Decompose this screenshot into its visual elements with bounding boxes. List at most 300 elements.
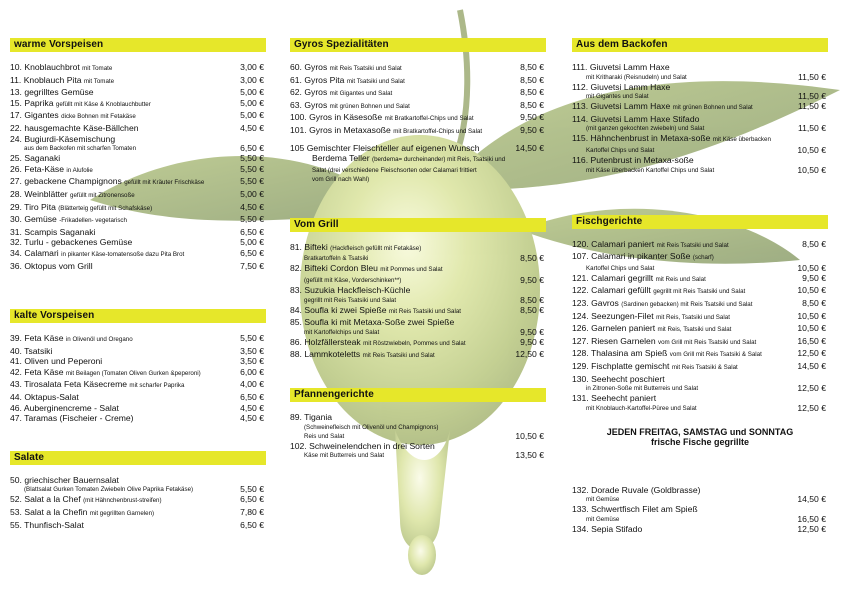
item-price: 8,50 € — [520, 74, 544, 85]
list-item — [572, 239, 828, 252]
list-item — [10, 110, 266, 123]
list-item — [572, 133, 828, 146]
list-item — [290, 143, 546, 154]
list-item — [10, 379, 266, 392]
item-price: 4,50 € — [240, 402, 264, 413]
item-price: 6,50 € — [240, 143, 264, 154]
item-price: 10,50 € — [797, 164, 826, 175]
item-name: 61. Gyros Pita — [290, 74, 345, 85]
item-name: 128. Thalasina am Spieß — [572, 348, 668, 359]
item-name: 25. Saganaki — [10, 153, 61, 164]
item-price: 6,50 € — [240, 494, 264, 505]
item-detail-row — [290, 451, 546, 460]
item-name: 53. Salat a la Chefin — [10, 507, 88, 518]
item-price: 5,50 € — [240, 333, 264, 344]
list-item — [10, 202, 266, 215]
item-price: 8,50 € — [520, 99, 544, 110]
list-item — [10, 189, 266, 202]
item-price: 5,00 € — [240, 237, 264, 248]
item-price: 5,50 € — [240, 163, 264, 174]
item-detail-row — [572, 495, 828, 504]
item-detail: aus dem Backofen mit scharfen Tomaten — [24, 145, 137, 153]
section-header-kalt: kalte Vorspeisen — [10, 309, 266, 323]
item-name: 102. Schweinelendchen in drei Sorten — [290, 440, 435, 451]
item-detail-row — [290, 254, 546, 263]
section-header-grill: Vom Grill — [290, 218, 546, 232]
item-name: 116. Putenbrust in Metaxa-soße — [572, 154, 694, 165]
item-detail: gefüllt mit Zitronensoße — [70, 191, 135, 199]
item-price: 4,50 € — [240, 201, 264, 212]
item-name: 114. Giuvetsi Lamm Haxe Stifado — [572, 113, 700, 124]
list-item — [290, 441, 546, 452]
fisch-extra-list — [572, 485, 828, 535]
section-header-salate: Salate — [10, 451, 266, 465]
item-detail-row — [572, 166, 828, 175]
item-price: 5,50 € — [240, 484, 264, 495]
list-item — [572, 155, 828, 166]
item-price: 5,50 € — [240, 153, 264, 164]
item-name: 26. Feta-Käse — [10, 163, 64, 174]
drop — [408, 535, 436, 575]
item-price: 12,50 € — [797, 523, 826, 534]
list-item — [290, 317, 546, 328]
item-name: 39. Feta Käse — [10, 333, 64, 344]
list-item — [10, 261, 266, 272]
item-detail: (Schweinefleisch mit Olivenöl und Champignons) — [304, 423, 439, 431]
item-detail: mit Reis Tsatsiki und Salat — [362, 352, 435, 360]
item-name: 11. Knoblauch Pita — [10, 74, 82, 85]
item-name: 41. Oliven und Peperoni — [10, 356, 103, 367]
item-detail: mit Bratkartoffel-Chips und Salat — [384, 115, 474, 123]
item-name: 17. Gigantes — [10, 110, 59, 121]
item-detail: Bratkartoffeln & Tsatsiki — [304, 255, 369, 263]
item-detail: (Blattsalat Gurken Tomaten Zwiebeln Olive Paprika Fetakäse) — [24, 486, 194, 494]
item-detail: mit scharfer Paprika — [129, 382, 185, 390]
item-name: 10. Knoblauchbrot — [10, 62, 80, 72]
item-price: 9,50 € — [520, 124, 544, 135]
item-name: 29. Tiro Pita — [10, 201, 56, 212]
list-item — [290, 75, 546, 88]
item-name: 52. Salat a la Chef — [10, 494, 81, 505]
item-detail: Kartoffel Chips und Salat — [586, 146, 655, 154]
item-detail: (Hackfleisch gefüllt mit Fetakäse) — [330, 244, 422, 252]
item-name: 40. Tsatsiki — [10, 345, 53, 356]
list-item — [290, 412, 546, 423]
grill-list — [290, 242, 546, 362]
item-detail: in pikanter Käse-tomatensoße dazu Pita Brot — [61, 250, 185, 258]
item-price: 5,00 € — [240, 97, 264, 108]
item-detail: mit Röstzwiebeln, Pommes und Salat — [363, 339, 466, 347]
list-item — [10, 123, 266, 134]
item-price: 9,50 € — [520, 336, 544, 347]
list-item — [10, 475, 266, 486]
column-middle — [290, 38, 546, 460]
item-detail-row — [290, 423, 546, 432]
item-price: 4,00 € — [240, 379, 264, 390]
item-price: 5,00 € — [240, 110, 264, 121]
item-detail: mit gegrillten Garnelen) — [89, 510, 155, 518]
item-name: 132. Dorade Ruvale (Goldbrasse) — [572, 484, 701, 495]
item-price: 14,50 € — [515, 142, 544, 153]
item-price: 10,50 € — [797, 310, 826, 321]
item-price: 6,50 € — [240, 226, 264, 237]
item-detail: (mit ganzen gekochten zwiebeln) und Salat — [586, 125, 705, 133]
item-price: 6,50 € — [240, 392, 264, 403]
item-detail-row — [290, 328, 546, 337]
item-detail: mit Käse überbacken Kartoffel Chips und Salat — [586, 166, 715, 174]
item-price: 6,00 € — [240, 366, 264, 377]
item-name: 36. Oktopus vom Grill — [10, 260, 93, 271]
item-detail: mit Reis, Tsatsiki und Salat — [657, 326, 732, 334]
item-detail-row — [572, 404, 828, 413]
item-name: 32. Turlu - gebackenes Gemüse — [10, 237, 133, 248]
item-name: 113. Giuvetsi Lamm Haxe — [572, 101, 671, 112]
item-price: 8,50 € — [520, 62, 544, 72]
list-item — [572, 251, 828, 264]
item-name: 24. Bugiurdi-Käsemischung — [10, 133, 116, 144]
item-detail: mit Knoblauch-Kartoffel-Püree und Salat — [586, 404, 697, 412]
item-price: 12,50 € — [797, 348, 826, 359]
list-item — [572, 336, 828, 349]
list-item — [290, 285, 546, 296]
list-item — [10, 153, 266, 164]
list-item — [10, 413, 266, 424]
section-header-pfanne: Pfannengerichte — [290, 388, 546, 402]
list-item — [572, 348, 828, 361]
item-detail: mit Kritharaki (Reisnudeln) und Salat — [586, 73, 687, 81]
list-item — [572, 62, 828, 73]
list-item — [10, 87, 266, 98]
item-price: 16,50 € — [797, 513, 826, 524]
list-item — [10, 403, 266, 414]
list-item — [290, 349, 546, 362]
item-name: 27. gebackene Champignons — [10, 176, 122, 187]
item-price: 9,50 € — [520, 274, 544, 285]
item-name: 62. Gyros — [290, 87, 328, 98]
item-detail: (Sardinen gebacken) mit Reis Tsatsiki und Salat — [621, 300, 753, 308]
item-name: 46. Auberginencreme - Salat — [10, 402, 119, 413]
list-item — [572, 524, 828, 535]
list-item — [10, 392, 266, 403]
list-item — [572, 114, 828, 125]
item-name: 82. Bifteki Cordon Bleu — [290, 263, 378, 274]
item-detail: gegrillt mit Reis Tsatsiki und Salat — [304, 296, 397, 304]
item-detail-row — [290, 432, 546, 441]
item-name: 42. Feta Käse — [10, 366, 64, 377]
item-detail-row — [290, 296, 546, 305]
item-price: 9,50 € — [520, 326, 544, 337]
item-name: 134. Sepia Stifado — [572, 523, 643, 534]
item-name: 63. Gyros — [290, 99, 328, 110]
item-detail-row — [572, 124, 828, 133]
list-item — [572, 273, 828, 286]
weekend-notice — [572, 427, 828, 447]
list-item — [10, 176, 266, 189]
list-item — [572, 82, 828, 93]
list-item — [290, 125, 546, 138]
item-name: 85. Soufla ki mit Metaxa-Soße zwei Spieße — [290, 317, 455, 328]
list-item — [290, 87, 546, 100]
backofen-list — [572, 62, 828, 175]
item-price: 10,50 € — [797, 144, 826, 155]
item-price: 12,50 € — [515, 349, 544, 360]
item-detail-row — [572, 146, 828, 155]
item-name: 115. Hähnchenbrust in Metaxa-soße — [572, 133, 711, 144]
list-item — [290, 153, 546, 166]
item-price: 5,50 € — [240, 214, 264, 225]
item-detail: -Frikadellen- vegetarisch — [59, 217, 127, 225]
item-name: 133. Schwertfisch Filet am Spieß — [572, 504, 698, 515]
item-name: 122. Calamari gefüllt — [572, 285, 651, 296]
item-name: 105 Gemischter Fleischteller auf eigenen Wunsch — [290, 142, 480, 153]
item-price: 3,00 € — [240, 74, 264, 85]
list-item — [10, 507, 266, 520]
list-item — [290, 100, 546, 113]
list-item — [10, 346, 266, 357]
list-item — [10, 367, 266, 380]
item-name: 43. Tirosalata Feta Käsecreme — [10, 379, 128, 390]
item-detail: (berdema= durcheinander) mit Reis, Tsatsiki und — [372, 156, 506, 164]
item-detail: Kartoffel Chips und Salat — [586, 264, 655, 272]
item-detail: in Olivenöl und Oregano — [65, 336, 133, 344]
list-item — [572, 285, 828, 298]
list-item — [10, 237, 266, 248]
list-item — [290, 337, 546, 350]
list-item — [10, 134, 266, 145]
item-name: 34. Calamari — [10, 247, 59, 258]
item-name: 31. Scampis Saganaki — [10, 226, 96, 237]
item-detail-row — [290, 276, 546, 285]
item-price: 5,00 € — [240, 188, 264, 199]
item-price: 7,80 € — [240, 507, 264, 518]
item-detail-row — [10, 144, 266, 153]
item-name: 100. Gyros in Käsesoße — [290, 112, 383, 123]
item-detail: mit Käse überbacken — [712, 136, 771, 144]
item-name: 126. Garnelen paniert — [572, 323, 656, 334]
item-detail: (mit Hähnchenbrust-streifen) — [83, 497, 162, 505]
item-detail: gefüllt mit Kräuter Frischkäse — [124, 179, 205, 187]
warm-list — [10, 62, 266, 271]
list-item — [572, 323, 828, 336]
item-detail: mit Bratkartoffel-Chips und Salat — [393, 127, 483, 135]
item-name: 111. Giuvetsi Lamm Haxe — [572, 62, 670, 72]
section-header-fisch: Fischgerichte — [572, 215, 828, 229]
item-detail: mit Reis und Salat — [655, 275, 706, 283]
item-detail: Salat (drei verschiedene Fleischsorten oder Calamari frittiert — [312, 166, 477, 174]
notice-line-2: frische Fische gegrillte — [650, 436, 750, 447]
item-price: 5,00 € — [240, 87, 264, 98]
item-name: 22. hausgemachte Käse-Bällchen — [10, 122, 139, 133]
item-detail: mit Gemüse — [586, 515, 620, 523]
list-item — [10, 62, 266, 75]
item-detail: Käse mit Butterreis und Salat — [304, 452, 385, 460]
item-price: 14,50 € — [797, 494, 826, 505]
item-detail: mit Gemüse — [586, 496, 620, 504]
item-detail: mit Reis Tsatsiki & Salat — [671, 363, 738, 371]
item-detail: vom Grill mit Reis Tsatsiki und Salat — [658, 338, 757, 346]
item-price: 11,50 € — [797, 101, 826, 112]
item-name: 127. Riesen Garnelen — [572, 335, 656, 346]
item-price: 8,50 € — [520, 253, 544, 264]
column-left — [10, 38, 266, 530]
item-price: 8,50 € — [520, 294, 544, 305]
list-item — [10, 333, 266, 346]
item-name: 123. Gavros — [572, 297, 619, 308]
item-detail: mit grünen Bohnen und Salat — [672, 104, 753, 112]
list-item — [10, 164, 266, 177]
list-item — [10, 227, 266, 238]
list-item — [10, 248, 266, 261]
item-name: 131. Seehecht paniert — [572, 393, 657, 404]
item-detail: mit grünen Bohnen und Salat — [329, 102, 410, 110]
item-detail: mit Tomate — [82, 65, 113, 72]
item-price: 4,50 € — [240, 413, 264, 424]
item-detail: (Blätterteig gefüllt mit Schafskäse) — [58, 204, 153, 212]
item-price: 6,50 € — [240, 247, 264, 258]
item-detail-row — [572, 264, 828, 273]
item-detail: mit Gigantes und Salat — [329, 90, 393, 98]
item-detail: gefüllt mit Käse & Knoblauchbutter — [55, 100, 151, 108]
item-price: 7,50 € — [240, 260, 264, 271]
item-price: 8,50 € — [520, 304, 544, 315]
list-item — [10, 520, 266, 531]
column-right — [572, 38, 828, 534]
item-price: 12,50 € — [797, 402, 826, 413]
item-detail: mit Kartoffelchips und Salat — [304, 328, 380, 336]
item-name: 89. Tigania — [290, 411, 333, 422]
list-item — [572, 101, 828, 114]
salate-list — [10, 475, 266, 530]
item-name: 120. Calamari paniert — [572, 238, 655, 249]
item-price: 10,50 € — [797, 262, 826, 273]
item-price: 8,50 € — [802, 297, 826, 308]
item-price: 3,50 € — [240, 345, 264, 356]
item-name: 86. Holzfällersteak — [290, 336, 361, 347]
item-name: 130. Seehecht poschiert — [572, 373, 665, 384]
item-name: 124. Seezungen-Filet — [572, 310, 654, 321]
list-item — [572, 393, 828, 404]
notice-line-1: JEDEN FREITAG, SAMSTAG und SONNTAG — [606, 426, 794, 437]
item-detail: mit Gigantes und Salat — [586, 93, 649, 101]
list-item — [290, 263, 546, 276]
item-name: 107. Calamari in pikanter Soße — [572, 251, 691, 262]
kalt-list — [10, 333, 266, 424]
item-price: 9,50 € — [520, 112, 544, 123]
item-name: 112. Giuvetsi Lamm Haxe — [572, 81, 671, 92]
item-detail: Reis und Salat — [304, 432, 345, 440]
item-name: 60. Gyros — [290, 62, 328, 72]
item-name: 55. Thunfisch-Salat — [10, 519, 84, 530]
item-price: 9,50 € — [802, 272, 826, 283]
item-name: 129. Fischplatte gemischt — [572, 360, 670, 371]
item-detail: (scharf) — [692, 254, 714, 262]
item-name: 88. Lammkoteletts — [290, 349, 361, 360]
item-name: 30. Gemüse — [10, 214, 57, 225]
item-price: 3,00 € — [240, 62, 264, 72]
item-price: 10,50 € — [515, 430, 544, 441]
item-detail: mit Tsatsiki und Salat — [346, 77, 405, 85]
item-detail: mit Tomate — [83, 77, 115, 85]
item-price: 8,50 € — [802, 238, 826, 249]
item-price: 10,50 € — [797, 285, 826, 296]
item-price: 10,50 € — [797, 323, 826, 334]
list-item — [290, 242, 546, 255]
item-detail: (gefüllt mit Käse, Vorderschinken**) — [304, 276, 402, 284]
gyros-list — [290, 62, 546, 138]
item-name: 121. Calamari gegrillt — [572, 272, 654, 283]
list-item — [572, 361, 828, 374]
section-header-backofen: Aus dem Backofen — [572, 38, 828, 52]
item-detail: in Zitronen-Soße mit Butterreis und Salat — [586, 385, 699, 393]
section-header-gyros: Gyros Spezialitäten — [290, 38, 546, 52]
item-detail-row — [572, 384, 828, 393]
list-item — [572, 298, 828, 311]
item-detail: mit Reis Tsatsiki und Salat — [329, 65, 402, 72]
pfanne-list — [290, 412, 546, 460]
list-item — [10, 494, 266, 507]
item-detail: in Alufolie — [66, 166, 93, 174]
item-name: 50. griechischer Bauernsalat — [10, 474, 119, 485]
list-item — [10, 356, 266, 367]
item-detail-row — [572, 73, 828, 82]
item-price: 5,50 € — [240, 176, 264, 187]
item-price: 12,50 € — [797, 383, 826, 394]
list-item — [290, 305, 546, 318]
item-detail: mit Pommes und Salat — [380, 266, 443, 274]
fisch-list — [572, 239, 828, 413]
item-detail: dicke Bohnen mit Fetakäse — [61, 113, 136, 121]
item-price: 4,50 € — [240, 122, 264, 133]
list-item — [290, 62, 546, 75]
item-price: 16,50 € — [797, 335, 826, 346]
item-price: 11,50 € — [797, 123, 826, 134]
list-item — [10, 98, 266, 111]
item-name: 101. Gyros in Metaxasoße — [290, 124, 391, 135]
list-item — [572, 504, 828, 515]
item-detail: mit Reis Tsatsiki und Salat — [388, 307, 461, 315]
item-name: 13. gegrilltes Gemüse — [10, 87, 94, 98]
item-name: 15. Paprika — [10, 97, 54, 108]
item-price: 11,50 € — [797, 71, 826, 82]
item-price: 6,50 € — [240, 519, 264, 530]
item-price: 13,50 € — [515, 450, 544, 461]
item-name: 84. Soufla ki zwei Spieße — [290, 304, 387, 315]
item-name: 44. Oktapus-Salat — [10, 392, 79, 403]
item-name: 28. Weinblätter — [10, 188, 68, 199]
item-detail-row — [572, 92, 828, 101]
item-detail-row — [10, 485, 266, 494]
item-detail: gegrillt mit Reis Tsatsiki und Salat — [653, 288, 746, 296]
item-name: 47. Taramas (Fischeier - Creme) — [10, 413, 134, 424]
list-item — [10, 75, 266, 88]
item-price: 3,50 € — [240, 356, 264, 367]
list-item — [290, 112, 546, 125]
item-price: 11,50 € — [797, 91, 826, 102]
item-detail-row — [572, 515, 828, 524]
item-name: 83. Suzukia Hackfleisch-Küchle — [290, 284, 411, 295]
item-name: 81. Bifteki — [290, 241, 328, 252]
list-item — [572, 311, 828, 324]
list-item — [572, 485, 828, 496]
item-detail: mit Reis Tsatsiki und Salat — [656, 241, 729, 249]
section-header-warm: warme Vorspeisen — [10, 38, 266, 52]
item-price: 8,50 € — [520, 87, 544, 98]
item-price: 14,50 € — [797, 360, 826, 371]
item-detail: vom Grill mit Reis Tsatsiki & Salat — [669, 351, 762, 359]
item-detail: vom Grill nach Wahl) — [312, 175, 370, 183]
item-name: Berdema Teller — [312, 153, 370, 164]
item-detail: mit Reis, Tsatsiki und Salat — [656, 313, 730, 321]
